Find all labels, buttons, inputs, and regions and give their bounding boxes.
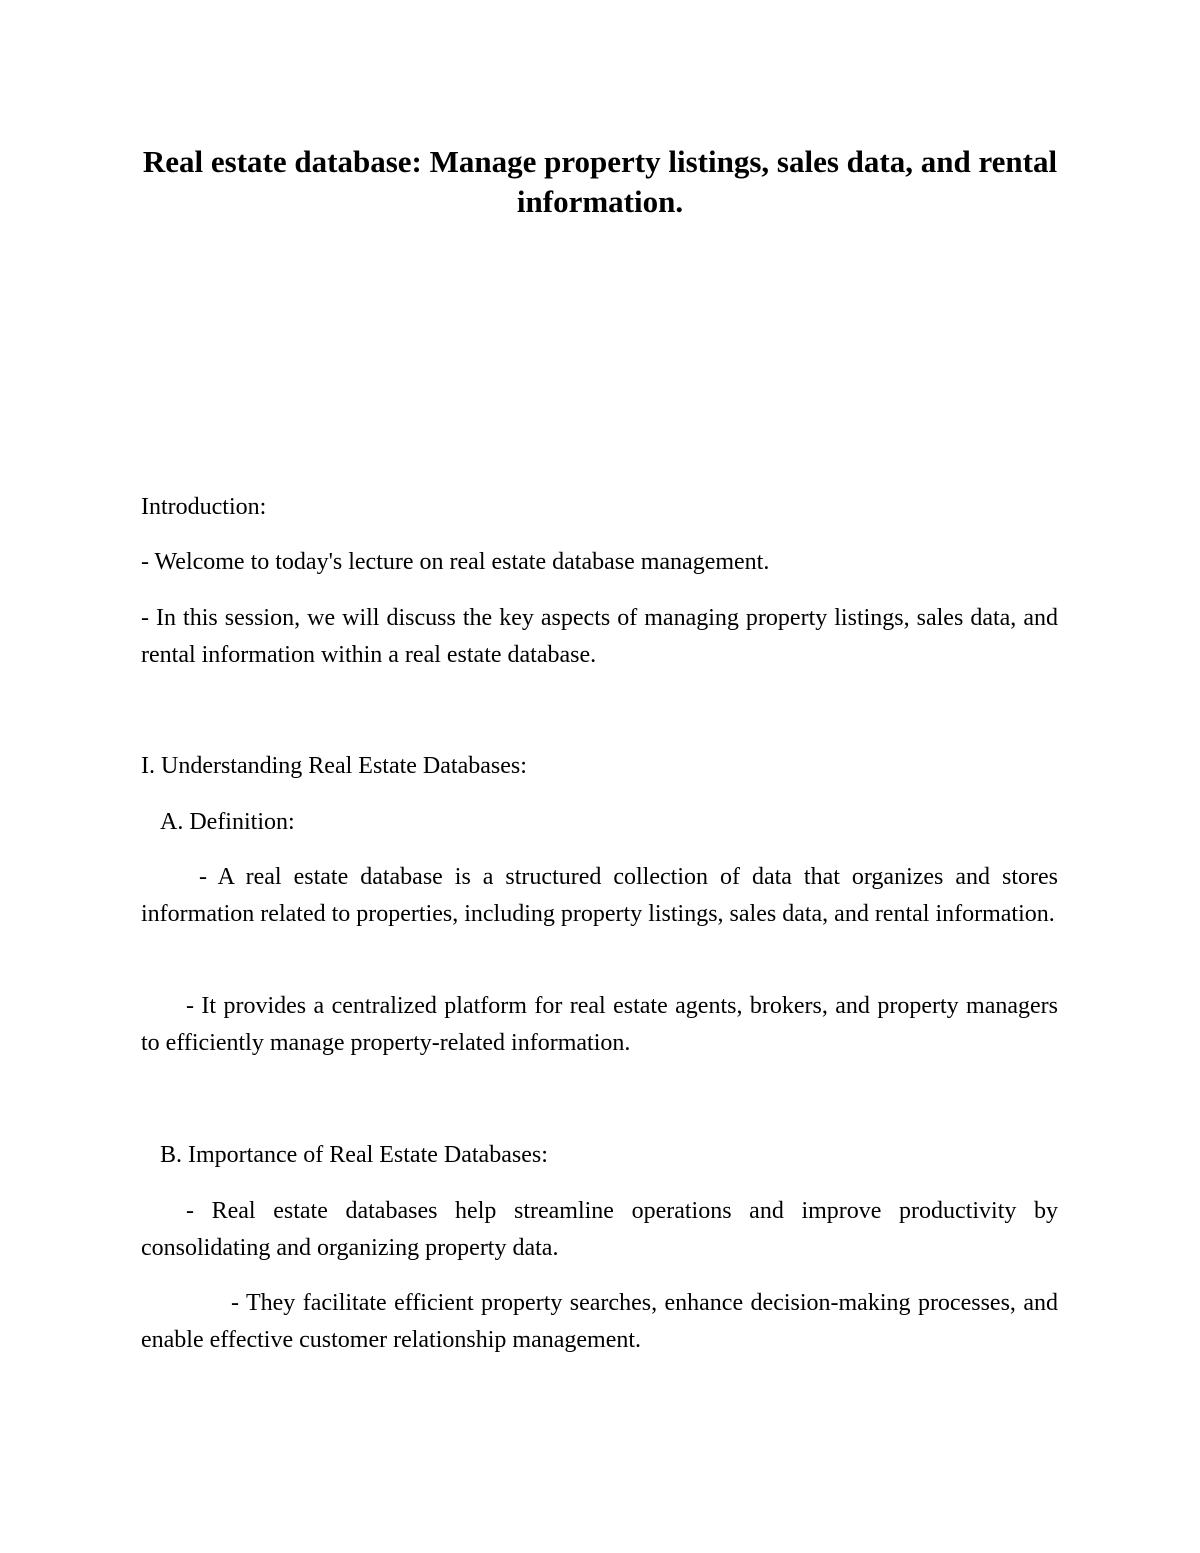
definition-paragraph-platform: - It provides a centralized platform for real estate agents, brokers, and property managers to efficiently manage property-related information. xyxy=(141,993,1058,1056)
definition-paragraph-structured: - A real estate database is a structured collection of data that organizes and stores information related to properties, including property listings, sales data, and rental information. xyxy=(141,864,1058,927)
intro-heading: Introduction: xyxy=(141,494,267,520)
section-heading-understanding: I. Understanding Real Estate Databases: xyxy=(141,753,527,779)
intro-paragraph-session: - In this session, we will discuss the key aspects of managing property listings, sales data, and rental information within a real estate database. xyxy=(141,605,1058,668)
subsection-heading-importance: B. Importance of Real Estate Databases: xyxy=(160,1142,548,1168)
importance-paragraph-facilitate: - They facilitate efficient property searches, enhance decision-making processes, and enable effective customer relationship management. xyxy=(141,1290,1058,1353)
intro-paragraph-welcome: - Welcome to today's lecture on real estate database management. xyxy=(141,549,770,575)
subsection-heading-definition: A. Definition: xyxy=(160,809,295,835)
document-title: Real estate database: Manage property listings, sales data, and rental information. xyxy=(142,144,1058,219)
importance-paragraph-streamline: - Real estate databases help streamline operations and improve productivity by consolidating and organizing property data. xyxy=(141,1198,1058,1261)
